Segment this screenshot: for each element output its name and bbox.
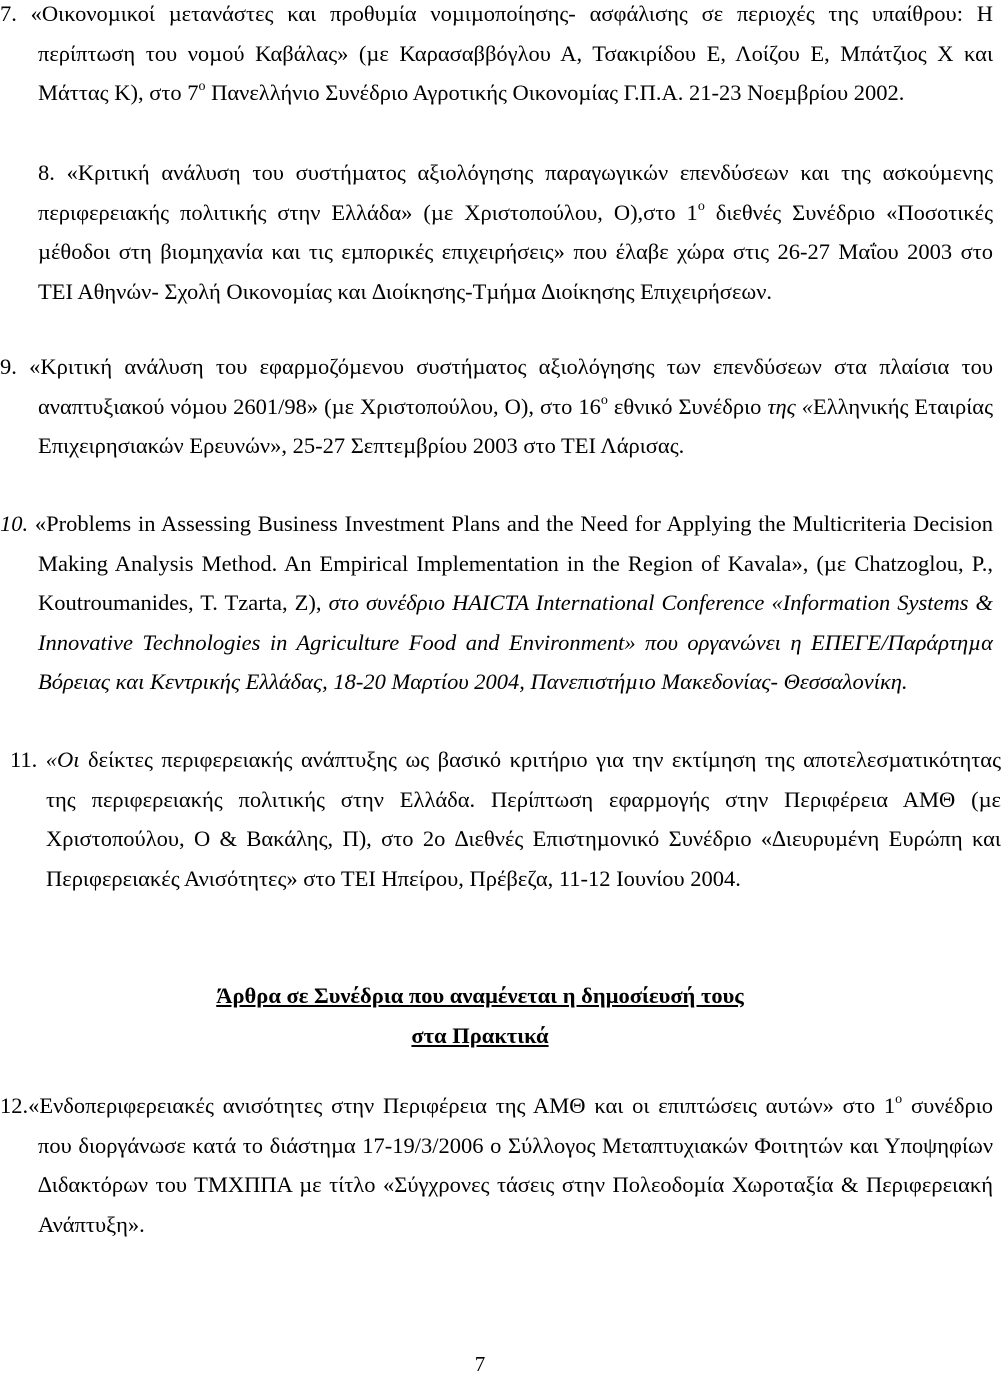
entry-text: Ελληνικής Εταιρίας Επιχειρησιακών Ερευνών», 25-27 Σεπτεµβρίου 2003 στο ΤΕΙ Λάρισας. — [38, 393, 993, 458]
entry-text: 9. «Κριτική ανάλυση του εφαρµοζόµενου συστήµατος αξιολόγησης των επενδύσεων στα πλαίσια του αναπτυξιακού νόµου 2601/98» (µε Χριστοπούλου, Ο), στο 16 — [0, 354, 993, 419]
publication-entry-7 — [0, 0, 993, 113]
entry-text: «Problems in Assessing Business Investment Plans and the Need for Applying the Multicriteria Decision Making Analysis Method. An Empirical Implementation in the Region of Kavala», (µε Chatzoglou, P., Koutroumanides, T. Tzarta, Z), — [28, 511, 993, 615]
entry-number: 11. — [10, 747, 38, 772]
entry-text: 8. «Κριτική ανάλυση του συστήµατος αξιολόγησης παραγωγικών επενδύσεων και της ασκούµενης περιφερειακής πολιτικής στην Ελλάδα» (µε Χριστοπούλου, Ο),στο 1 — [38, 160, 993, 225]
superscript: ο — [198, 79, 206, 94]
entry-text-italic: στο συνέδριο HAICTA International Conference «Information Systems & Innovative Technologies in Agriculture Food and Environment» που οργανώνει η ΕΠΕΓΕ/Παράρτηµα Βόρειας και Κεντρικής Ελλάδας, 18-20 Μαρτίου 2004, Πανεπιστήµιο Μακεδονίας- Θεσσαλονίκη. — [38, 590, 994, 694]
publication-entry-12 — [0, 1086, 993, 1244]
entry-text-italic: της « — [767, 393, 814, 419]
entry-text: συνέδριο που διοργάνωσε κατά το διάστηµα 17-19/3/2006 ο Σύλλογος Μεταπτυχιακών Φοιτητών και Υποψηφίων ∆ιδακτόρων του ΤΜΧΠΠΑ µε τίτλο «Σύγχρονες τάσεις στην Πολεοδοµία Χωροταξία & Περιφερειακή Ανάπτυξη». — [38, 1093, 994, 1237]
page-number: 7 — [474, 1352, 486, 1376]
publication-entry-8 — [0, 153, 993, 311]
publication-entry-10 — [0, 504, 993, 702]
entry-number: 10. — [0, 511, 29, 536]
superscript: ο — [895, 1092, 903, 1107]
entry-text: δείκτες περιφερειακής ανάπτυξης ως βασικό κριτήριο για την εκτίµηση της αποτελεσµατικότητας της περιφερειακής πολιτικής στην Ελλάδα. Περίπτωση εφαρµογής στην Περιφέρεια ΑΜΘ (µε Χριστοπούλου, Ο & Βακάλης, Π), στο 2ο ∆ιεθνές Επιστηµονικό Συνέδριο «∆ιευρυµένη Ευρώπη και Περιφερειακές Ανισότητες» στο ΤΕΙ Ηπείρου, Πρέβεζα, 11-12 Ιουνίου 2004. — [46, 747, 1001, 891]
publication-entry-9 — [0, 347, 993, 466]
entry-text: 7. «Οικονοµικοί µετανάστες και προθυµία νοµιµοποίησης- ασφάλισης σε περιοχές της υπαίθρου: Η περίπτωση του νοµού Καβάλας» (µε Καρασαββόγλου Α, Τσακιρίδου Ε, Λοίζου Ε, Μπάτζιος Χ και Μάττας Κ), στο 7 — [0, 1, 993, 105]
entry-text: 12.«Ενδοπεριφερειακές ανισότητες στην Περιφέρεια της ΑΜΘ και οι επιπτώσεις αυτών» στο 1 — [0, 1093, 896, 1118]
entry-text: Πανελλήνιο Συνέδριο Αγροτικής Οικονοµίας Γ.Π.Α. 21-23 Νοεµβρίου 2002. — [205, 80, 905, 105]
entry-text-italic: «Οι — [45, 747, 80, 772]
superscript: ο — [697, 198, 705, 214]
entry-text: εθνικό Συνέδριο — [607, 393, 768, 419]
publication-entry-11 — [0, 740, 1001, 898]
section-heading-line-1: Άρθρα σε Συνέδρια που αναµένεται η δηµοσίευσή τους — [216, 983, 744, 1008]
entry-text: διεθνές Συνέδριο «Ποσοτικές µέθοδοι στη βιοµηχανία και τις εµπορικές επιχειρήσεις» που έλαβε χώρα στις 26-27 Μαΐου 2003 στο ΤΕΙ Αθηνών- Σχολή Οικονοµίας και ∆ιοίκησης-Τµήµα ∆ιοίκησης Επιχειρήσεων. — [38, 199, 993, 304]
section-heading-line-2: στα Πρακτικά — [411, 1023, 549, 1048]
superscript: ο — [600, 392, 608, 408]
